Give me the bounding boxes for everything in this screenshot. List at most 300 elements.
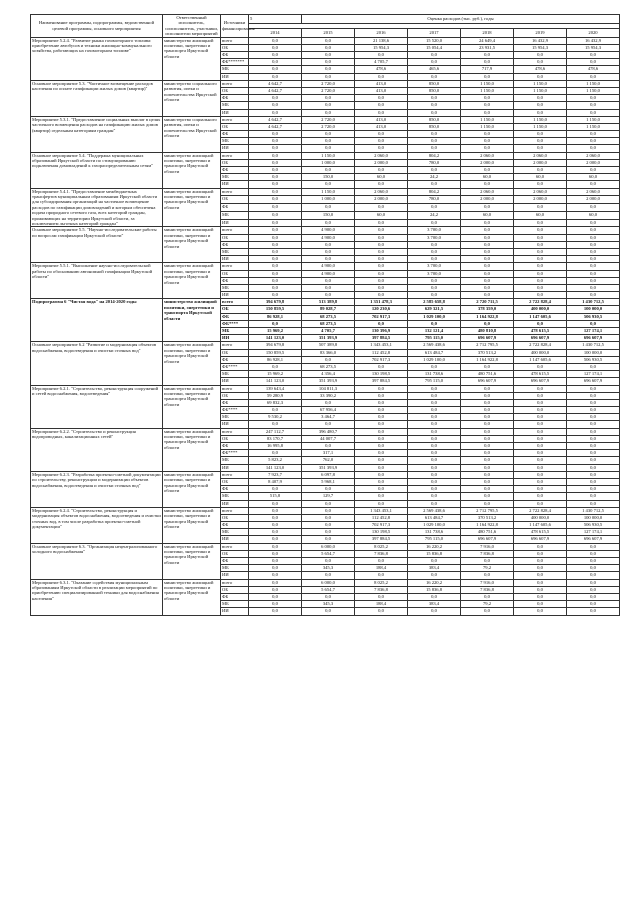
funding-value: 0,0 [408,320,461,327]
funding-value: 0,0 [567,493,620,500]
funding-value: 0,0 [461,407,514,414]
funding-value: 795 115,0 [408,335,461,342]
funding-source: всего [221,507,249,514]
measure-name: Основное мероприятие 5.5. "Научно-исследовательские работы по вопросам газификации Иркутской области" [31,227,163,263]
responsible-executor: министерство жилищной политики, энергетики и транспорта Иркутской области [163,263,221,299]
funding-value: 0,0 [355,241,408,248]
funding-value: 400 000,0 [514,514,567,521]
measure-name: Основное мероприятие 5.3. "Частичное возмещение расходов населения по оплате газификации жилых домов (квартир)" [31,80,163,116]
funding-value: 141 123,0 [249,464,302,471]
funding-value: 0,0 [408,414,461,421]
funding-source: МБ [221,66,249,73]
funding-value: 702 917,3 [355,522,408,529]
funding-value: 0,0 [355,593,408,600]
funding-value: 3 700,0 [408,270,461,277]
funding-value: 0,0 [514,292,567,299]
funding-value: 0,0 [461,219,514,227]
funding-source: ФБ [221,204,249,212]
funding-value: 132 121,4 [408,328,461,335]
responsible-executor: министерство социального развития, опеки и попечительства Иркутской области [163,80,221,116]
funding-source: ФБ [221,131,249,138]
funding-value: 0,0 [461,363,514,370]
funding-value: 1 150,0 [461,87,514,94]
funding-value: 0,0 [302,608,355,615]
funding-value: 0,0 [408,109,461,116]
funding-value: 1 150,0 [461,116,514,123]
funding-source: всего [221,471,249,478]
funding-value: 0,0 [355,421,408,428]
funding-value: 4 642,7 [249,116,302,123]
funding-value: 0,0 [461,145,514,152]
measure-name: Подпрограмма 6 "Чистая вода" на 2014-2020 годы [31,299,163,342]
funding-value: 0,0 [302,536,355,543]
funding-value: 0,0 [302,248,355,255]
funding-value: 0,0 [249,44,302,51]
funding-value: 0,0 [461,95,514,102]
funding-value: 0,0 [567,95,620,102]
funding-value: 0,0 [408,256,461,263]
funding-value: 0,0 [514,550,567,557]
funding-value: 1 147 605,6 [514,522,567,529]
funding-value: 68 273,5 [302,363,355,370]
table-row [31,385,620,392]
funding-value: 0,0 [461,241,514,248]
funding-value: 0,0 [302,95,355,102]
funding-value: 24 649,4 [461,37,514,44]
funding-value: 0,0 [408,73,461,80]
funding-source: ФБ [221,399,249,406]
table-row [31,471,620,478]
responsible-executor: министерство жилищной политики, энергетики и транспорта Иркутской области [163,543,221,579]
funding-value: 0,0 [514,608,567,615]
funding-value: 345,3 [302,565,355,572]
funding-source: ОБ [221,270,249,277]
funding-value: 0,0 [567,443,620,450]
funding-value: 0,0 [355,227,408,234]
funding-value: 21 138,6 [355,37,408,44]
funding-value: 0,0 [514,95,567,102]
funding-value: 696 607,9 [514,378,567,385]
funding-value: 0,0 [302,572,355,579]
funding-value: 0,0 [461,52,514,59]
funding-value: 0,0 [355,399,408,406]
funding-value: 478,6 [514,66,567,73]
funding-value: 0,0 [355,263,408,270]
funding-value: 2 060,0 [567,188,620,196]
funding-value: 60,0 [461,174,514,181]
funding-value: 0,0 [302,500,355,507]
measure-name: Мероприятие 5.3.1. "Предоставление социальных выплат в целях частичного возмещения расходов на газификацию жилых домов (квартир) отдельным категориям граждан" [31,116,163,152]
funding-value: 0,0 [567,450,620,457]
funding-value: 0,0 [461,608,514,615]
funding-value: 478 615,5 [514,328,567,335]
funding-value: 100 000,0 [567,306,620,313]
funding-value: 0,0 [567,565,620,572]
funding-value: 413,0 [355,123,408,130]
funding-value: 15 954,3 [355,44,408,51]
funding-value: 0,0 [567,292,620,299]
funding-value: 0,0 [567,435,620,442]
funding-value: 696 607,9 [567,378,620,385]
funding-value: 0,0 [514,486,567,493]
responsible-executor: министерство жилищной политики, энергетики и транспорта Иркутской области [163,385,221,428]
responsible-executor: министерство жилищной политики, энергетики и транспорта Иркутской области [163,152,221,188]
funding-value: 0,0 [514,414,567,421]
funding-value: 0,0 [302,167,355,174]
funding-value: 2 000,0 [514,159,567,166]
funding-value: 0,0 [302,204,355,212]
funding-value: 0,0 [408,392,461,399]
header-year: 2015 [302,28,355,37]
funding-value: 1 147 605,6 [514,356,567,363]
funding-source: ФБ [221,356,249,363]
funding-value: 0,0 [408,95,461,102]
responsible-executor: министерство жилищной политики, энергетики и транспорта Иркутской области [163,299,221,342]
funding-value: 506 930,5 [567,522,620,529]
funding-value: 0,0 [514,407,567,414]
funding-value: 0,0 [461,392,514,399]
funding-value: 0,0 [514,443,567,450]
funding-value: 0,0 [461,204,514,212]
funding-value: 0,0 [514,565,567,572]
funding-value: 130 198,5 [355,529,408,536]
funding-value: 0,0 [249,565,302,572]
table-body [31,37,620,615]
funding-value: 0,0 [514,435,567,442]
funding-value: 5 654,7 [302,586,355,593]
funding-value: 351 393,9 [302,378,355,385]
responsible-executor: министерство жилищной политики, энергетики и транспорта Иркутской области [163,507,221,543]
table-row [31,428,620,435]
funding-source: МБ [221,371,249,378]
funding-source: ФБ**** [221,320,249,327]
funding-value: 478,6 [355,66,408,73]
funding-value: 0,0 [355,181,408,188]
funding-value: 100 000,0 [567,514,620,521]
funding-value: 0,0 [249,363,302,370]
funding-source: ОБ [221,514,249,521]
funding-value: 0,0 [408,407,461,414]
funding-value: 0,0 [249,522,302,529]
funding-value: 0,0 [461,471,514,478]
funding-value: 0,0 [355,428,408,435]
funding-value: 696 607,9 [461,378,514,385]
funding-value: 131 738,6 [408,529,461,536]
funding-value: 0,0 [355,471,408,478]
funding-value: 0,0 [567,500,620,507]
funding-value: 0,0 [302,399,355,406]
funding-value: 100 000,0 [567,349,620,356]
funding-value: 378 359,0 [461,306,514,313]
funding-value: 0,0 [567,457,620,464]
funding-source: МБ [221,211,249,219]
funding-value: 112 452,8 [355,349,408,356]
funding-value: 0,0 [302,522,355,529]
funding-source: МБ [221,102,249,109]
funding-value: 0,0 [249,138,302,145]
table-row [31,342,620,349]
funding-value: 0,0 [514,478,567,485]
funding-value: 79,2 [461,565,514,572]
funding-value: 67 956,4 [302,407,355,414]
funding-value: 8 407,9 [249,478,302,485]
funding-value: 1 150,0 [514,80,567,87]
header-year: 2018 [461,28,514,37]
funding-value: 0,0 [249,234,302,241]
funding-value: 0,0 [514,320,567,327]
funding-value: 0,0 [514,204,567,212]
funding-value: 0,0 [408,558,461,565]
funding-value: 0,0 [355,131,408,138]
funding-value: 1 343 453,1 [355,342,408,349]
funding-source: ОБ [221,44,249,51]
funding-value: 68 273,5 [302,313,355,320]
funding-value: 0,0 [514,241,567,248]
funding-value: 0,0 [514,73,567,80]
funding-value: 0,0 [567,471,620,478]
funding-source: ИИ [221,572,249,579]
funding-value: 3 700,0 [408,263,461,270]
funding-value: 0,0 [514,59,567,66]
funding-value: 0,0 [355,320,408,327]
funding-value: 0,0 [249,421,302,428]
funding-value: 0,0 [302,66,355,73]
funding-value: 850,0 [408,116,461,123]
funding-value: 0,0 [567,601,620,608]
funding-value: 0,0 [249,500,302,507]
funding-value: 0,0 [514,601,567,608]
funding-value: 0,0 [514,586,567,593]
funding-value: 1 150,0 [461,123,514,130]
table-row [31,263,620,270]
funding-value: 2 060,0 [461,152,514,159]
funding-value: 0,0 [408,181,461,188]
funding-value: 130 396,9 [355,328,408,335]
funding-source: ФБ [221,522,249,529]
funding-source: ОБ [221,234,249,241]
funding-value: 3 464,7 [302,414,355,421]
funding-value: 0,0 [249,227,302,234]
funding-value: 0,0 [302,443,355,450]
funding-source: МБ [221,248,249,255]
funding-value: 0,0 [249,407,302,414]
funding-value: 804,2 [408,188,461,196]
funding-value: 397 884,5 [355,378,408,385]
funding-value: 69 832,3 [249,399,302,406]
funding-value: 0,0 [567,109,620,116]
funding-value: 0,0 [408,450,461,457]
funding-value: 0,0 [461,284,514,291]
funding-value: 0,0 [249,188,302,196]
funding-value: 0,0 [514,138,567,145]
funding-value: 0,0 [514,145,567,152]
funding-value: 1 150,0 [302,188,355,196]
funding-value: 2 000,0 [514,196,567,204]
funding-value: 0,0 [514,363,567,370]
funding-value: 0,0 [408,593,461,600]
funding-value: 0,0 [567,593,620,600]
funding-value: 0,0 [355,407,408,414]
funding-value: 507 389,8 [302,342,355,349]
funding-source: ФБ [221,167,249,174]
funding-value: 0,0 [249,131,302,138]
funding-value: 4 900,0 [302,270,355,277]
funding-value: 9 530,2 [249,414,302,421]
funding-value: 3 700,0 [408,227,461,234]
funding-value: 2 712 795,5 [461,342,514,349]
funding-value: 0,0 [302,292,355,299]
funding-value: 2 060,0 [355,152,408,159]
funding-source: МБ [221,414,249,421]
funding-value: 0,0 [355,558,408,565]
measure-name: Мероприятие 5.5.1. "Выполнение научно-исследовательской работы по обоснованию автономной газификации Иркутской области" [31,263,163,299]
funding-value: 0,0 [567,608,620,615]
funding-value: 44 007,7 [302,435,355,442]
table-header [31,15,620,38]
funding-value: 2 000,0 [567,159,620,166]
funding-value: 7 836,8 [355,586,408,593]
funding-source: МБ [221,565,249,572]
funding-value: 0,0 [249,241,302,248]
funding-value: 0,0 [514,399,567,406]
funding-value: 104 811,3 [302,385,355,392]
funding-value: 1 430 712,5 [567,299,620,306]
funding-value: 0,0 [249,586,302,593]
funding-value: 0,0 [461,167,514,174]
funding-value: 696 607,9 [514,536,567,543]
funding-value: 396 480,7 [302,428,355,435]
funding-value: 150,0 [302,211,355,219]
funding-value: 0,0 [302,421,355,428]
funding-value: 0,0 [302,219,355,227]
funding-value: 86 928,1 [249,356,302,363]
funding-source: всего [221,299,249,306]
funding-value: 0,0 [249,572,302,579]
funding-source: всего [221,543,249,550]
funding-value: 60,0 [355,211,408,219]
funding-value: 0,0 [302,277,355,284]
funding-source: ФБ [221,486,249,493]
funding-value: 0,0 [302,514,355,521]
funding-value: 0,0 [567,204,620,212]
funding-source: ИИ [221,378,249,385]
funding-value: 696 607,9 [567,335,620,342]
funding-value: 2 000,0 [567,196,620,204]
funding-value: 0,0 [408,572,461,579]
funding-value: 1 150,0 [567,80,620,87]
funding-value: 0,0 [408,131,461,138]
funding-value: 15 054,4 [408,44,461,51]
header-col-index: 5 [249,15,302,24]
table-row [31,188,620,196]
funding-value: 0,0 [355,234,408,241]
funding-value: 127 174,1 [567,328,620,335]
funding-source: ИИ [221,464,249,471]
funding-value: 0,0 [302,593,355,600]
funding-value: 0,0 [249,52,302,59]
funding-value: 7 836,8 [461,550,514,557]
funding-value: 0,0 [249,543,302,550]
funding-value: 130 198,5 [355,371,408,378]
funding-value: 141 123,0 [249,335,302,342]
funding-value: 478 615,5 [514,371,567,378]
funding-value: 613 484,7 [408,514,461,521]
funding-value: 0,0 [567,558,620,565]
funding-value: 465,6 [408,66,461,73]
funding-value: 0,0 [355,450,408,457]
funding-value: 0,0 [355,363,408,370]
funding-value: 0,0 [249,102,302,109]
funding-value: 0,0 [249,292,302,299]
funding-value: 0,0 [408,204,461,212]
funding-value: 0,0 [461,428,514,435]
funding-value: 2 722 828,4 [514,299,567,306]
funding-value: 2 720,0 [302,116,355,123]
funding-value: 0,0 [567,428,620,435]
funding-value: 383,4 [408,601,461,608]
funding-value: 1 150,0 [514,87,567,94]
funding-value: 83 170,7 [249,435,302,442]
funding-value: 0,0 [461,385,514,392]
funding-value: 0,0 [408,219,461,227]
funding-value: 0,0 [249,270,302,277]
header-responsible: Ответственный исполнитель, соисполнитель, участники, исполнители мероприятий [163,15,221,38]
funding-value: 15 954,3 [567,44,620,51]
funding-source: всего [221,227,249,234]
funding-value: 0,0 [302,356,355,363]
funding-value: 0,0 [567,131,620,138]
funding-value: 2 569 438,6 [408,507,461,514]
funding-value: 15 954,3 [514,44,567,51]
funding-value: 0,0 [461,464,514,471]
funding-value: 394 679,8 [249,342,302,349]
funding-value: 0,0 [567,167,620,174]
table-row [31,37,620,44]
funding-source: всего [221,342,249,349]
funding-value: 0,0 [408,138,461,145]
funding-value: 0,0 [355,392,408,399]
funding-value: 0,0 [567,579,620,586]
funding-value: 0,0 [302,507,355,514]
funding-source: всего [221,116,249,123]
funding-value: 0,0 [249,608,302,615]
funding-value: 0,0 [514,428,567,435]
funding-value: 1 430 712,5 [567,507,620,514]
funding-value: 850,0 [408,123,461,130]
funding-value: 0,0 [567,263,620,270]
funding-value: 317,1 [302,450,355,457]
funding-value: 0,0 [514,579,567,586]
table-row [31,507,620,514]
funding-value: 4 900,0 [302,263,355,270]
funding-value: 0,0 [302,145,355,152]
funding-value: 804,2 [408,152,461,159]
funding-source: ОБ [221,196,249,204]
funding-value: 0,0 [249,145,302,152]
funding-source: ИИ [221,145,249,152]
funding-value: 0,0 [302,37,355,44]
funding-value: 0,0 [514,277,567,284]
funding-value: 120 230,6 [355,306,408,313]
funding-value: 8 025,2 [355,543,408,550]
funding-value: 0,0 [514,131,567,138]
funding-value: 1 029 100,0 [408,313,461,320]
funding-source: всего [221,263,249,270]
funding-value: 0,0 [249,579,302,586]
funding-value: 5 654,7 [302,550,355,557]
funding-value: 0,0 [355,145,408,152]
funding-source: ОБ [221,123,249,130]
